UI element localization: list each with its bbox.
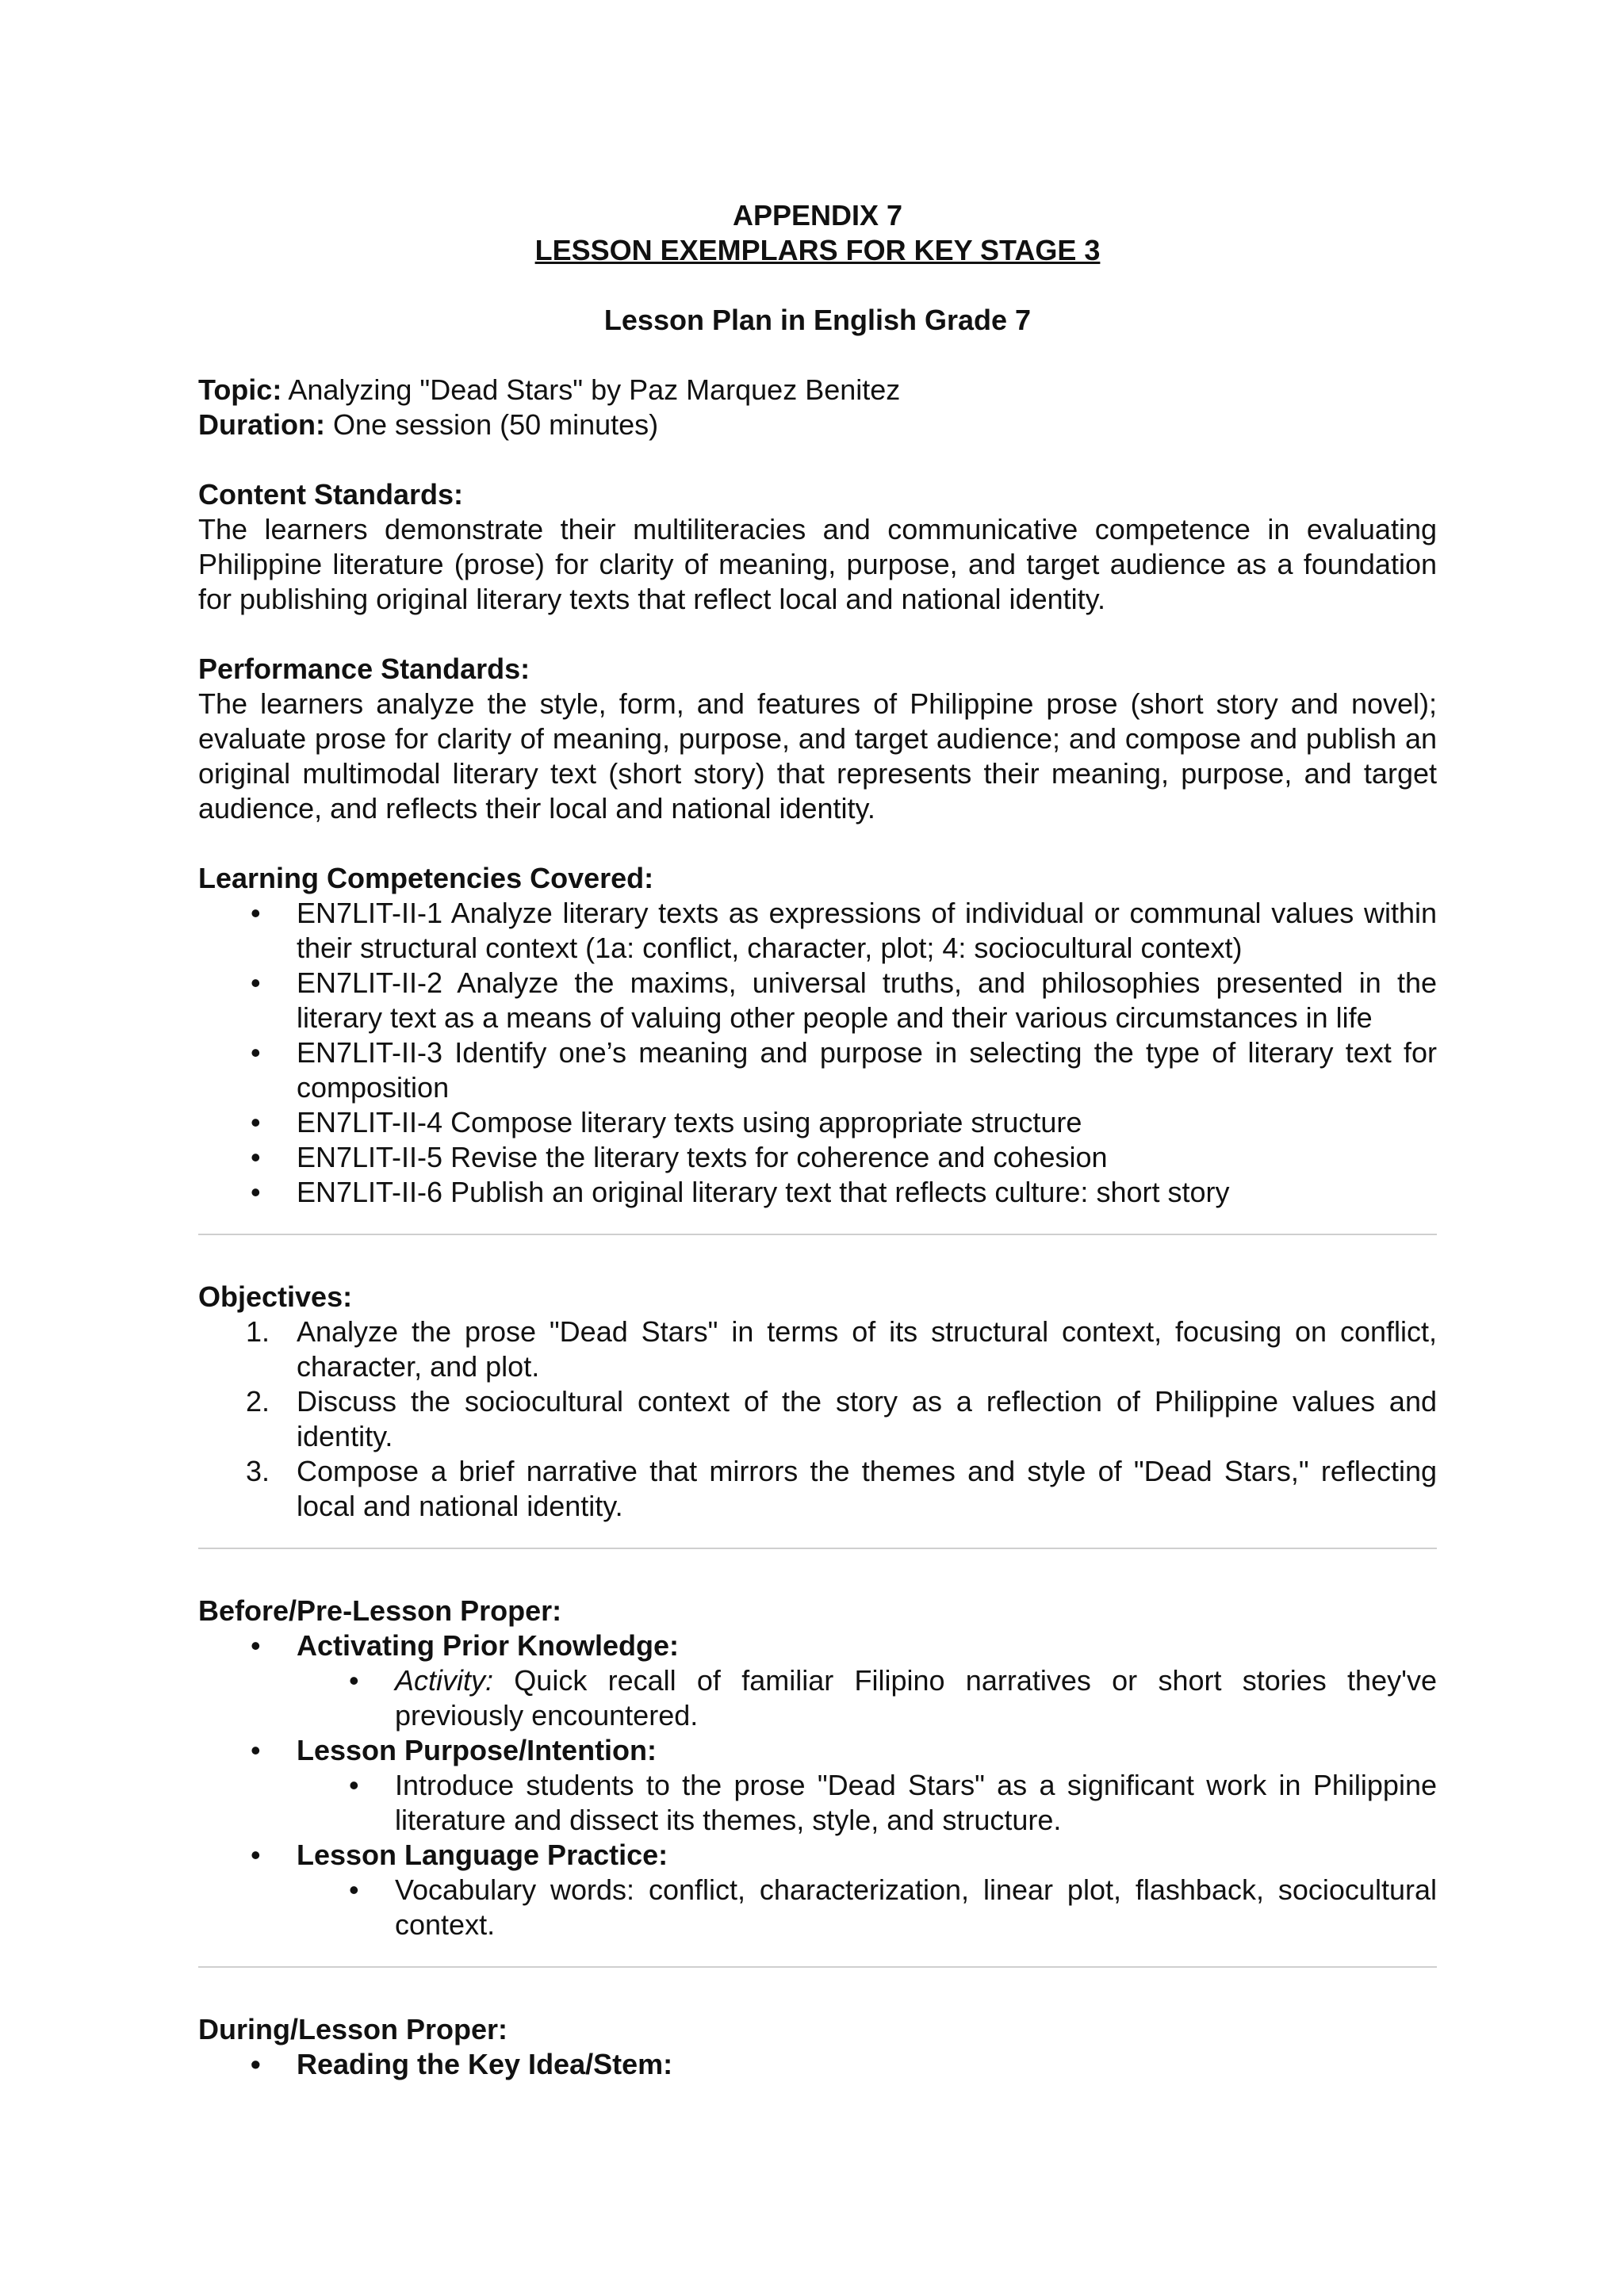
item-number: 2.	[246, 1385, 270, 1418]
sub-list-item: • Vocabulary words: conflict, characterization, linear plot, flashback, sociocultural context.	[297, 1873, 1437, 1942]
sub-list	[297, 1873, 1437, 1942]
purpose-label: Lesson Purpose/Intention:	[297, 1734, 657, 1766]
list-item: • EN7LIT-II-6 Publish an original literary text that reflects culture: short story	[198, 1175, 1437, 1210]
competencies-list	[198, 896, 1437, 1210]
item-number: 1.	[246, 1315, 270, 1348]
topic-line	[198, 373, 1437, 408]
item-text: Discuss the sociocultural context of the story as a reflection of Philippine values and identity.	[297, 1385, 1437, 1452]
activating-label: Activating Prior Knowledge:	[297, 1629, 680, 1662]
during-lesson-list	[198, 2047, 1437, 2082]
topic-label: Topic:	[198, 373, 282, 406]
topic-value: Analyzing "Dead Stars" by Paz Marquez Benitez	[282, 373, 901, 406]
list-item	[198, 1314, 1437, 1384]
duration-line	[198, 408, 1437, 442]
list-item	[198, 1628, 1437, 1733]
objectives-list	[198, 1314, 1437, 1524]
item-text: Analyze the prose "Dead Stars" in terms of its structural context, focusing on conflict, character, and plot.	[297, 1315, 1437, 1383]
pre-lesson-list	[198, 1628, 1437, 1942]
pre-lesson-heading: Before/Pre-Lesson Proper:	[198, 1594, 562, 1627]
list-item: • Reading the Key Idea/Stem:	[198, 2047, 1437, 2082]
performance-standards-heading: Performance Standards:	[198, 652, 530, 685]
list-item	[198, 1454, 1437, 1524]
document-subtitle: LESSON EXEMPLARS FOR KEY STAGE 3	[534, 234, 1101, 266]
appendix-title: APPENDIX 7	[732, 199, 903, 232]
sub-list-item: • Introduce students to the prose "Dead Stars" as a significant work in Philippine literature and dissect its themes, style, and structure.	[297, 1768, 1437, 1838]
sub-list	[297, 1663, 1437, 1733]
performance-standards-text: The learners analyze the style, form, and features of Philippine prose (short story and novel); evaluate prose for clarity of meaning, purpose, and target audience; and compose and publish an original multimodal literary text (short story) that represents their meaning, purpose, and target audience, and reflects their local and national identity.	[198, 687, 1437, 825]
activity-text: Quick recall of familiar Filipino narratives or short stories they've previously encountered.	[395, 1664, 1437, 1732]
duration-label: Duration:	[198, 408, 325, 441]
list-item	[198, 1384, 1437, 1454]
document-page	[198, 198, 1437, 2082]
content-standards-text: The learners demonstrate their multiliteracies and communicative competence in evaluating Philippine literature (prose) for clarity of meaning, purpose, and target audience as a foundation for publishing original literary texts that reflect local and national identity.	[198, 513, 1437, 615]
list-item: • EN7LIT-II-5 Revise the literary texts for coherence and cohesion	[198, 1140, 1437, 1175]
list-item: • EN7LIT-II-1 Analyze literary texts as expressions of individual or communal values within their structural context (1a: conflict, character, plot; 4: sociocultural context)	[198, 896, 1437, 966]
sub-list-item	[297, 1663, 1437, 1733]
competencies-heading: Learning Competencies Covered:	[198, 862, 654, 894]
during-lesson-heading: During/Lesson Proper:	[198, 2013, 508, 2045]
list-item: • EN7LIT-II-2 Analyze the maxims, universal truths, and philosophies presented in the literary text as a means of valuing other people and their various circumstances in life	[198, 966, 1437, 1035]
list-item	[198, 1838, 1437, 1942]
list-item: • EN7LIT-II-3 Identify one’s meaning and purpose in selecting the type of literary text for composition	[198, 1035, 1437, 1105]
item-number: 3.	[246, 1455, 270, 1487]
objectives-heading: Objectives:	[198, 1280, 353, 1313]
activity-label: Activity:	[395, 1664, 494, 1697]
list-item	[198, 1733, 1437, 1838]
item-text: Compose a brief narrative that mirrors the themes and style of "Dead Stars," reflecting local and national identity.	[297, 1455, 1437, 1522]
content-standards-heading: Content Standards:	[198, 478, 464, 511]
lesson-title: Lesson Plan in English Grade 7	[603, 304, 1032, 336]
sub-list	[297, 1768, 1437, 1838]
list-item: • EN7LIT-II-4 Compose literary texts using appropriate structure	[198, 1105, 1437, 1140]
language-label: Lesson Language Practice:	[297, 1839, 668, 1871]
duration-value: One session (50 minutes)	[324, 408, 659, 441]
